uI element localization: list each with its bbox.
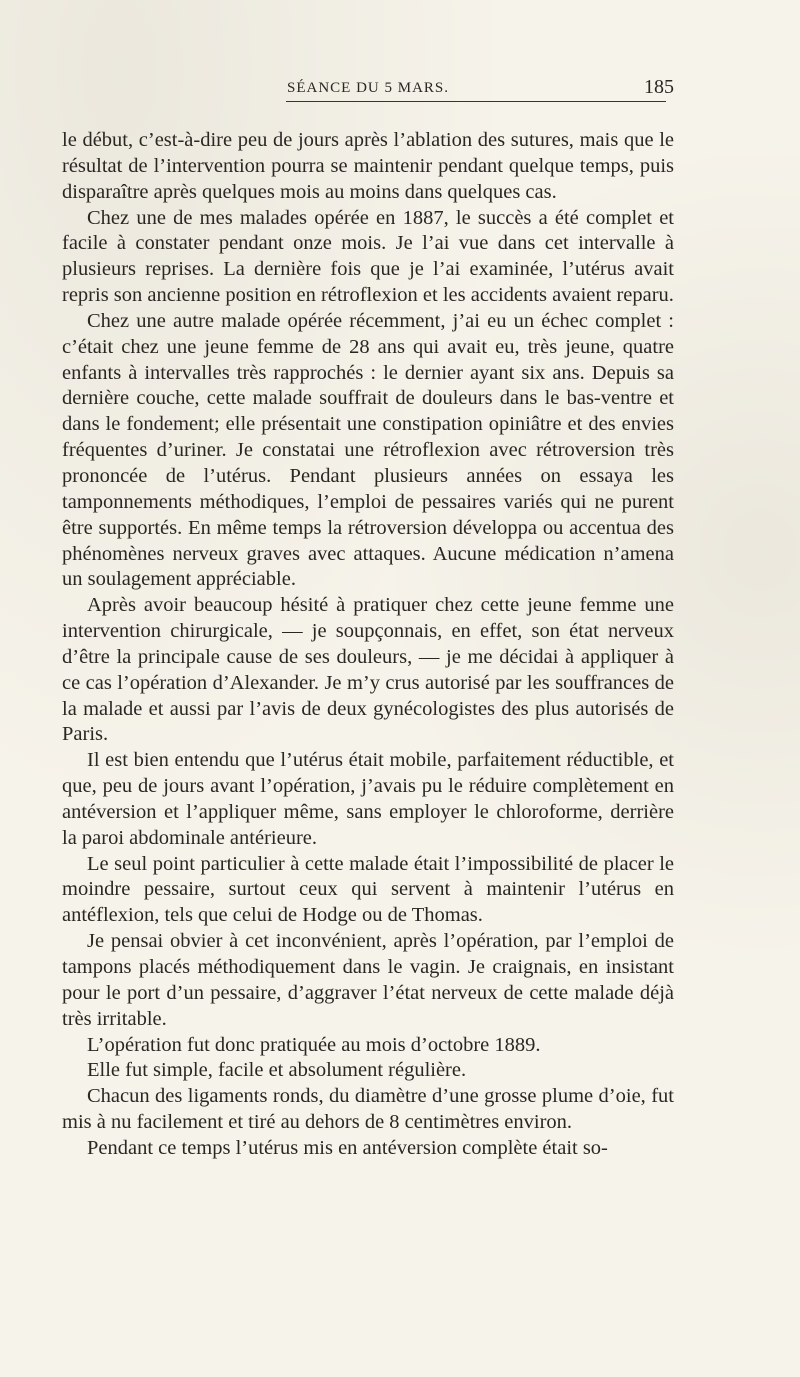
paragraph: Le seul point particulier à cette malade était l’impossibilité de placer le moindre pessaire, surtout ceux qui servent à maintenir l’utérus en antéflexion, tels que celui de Hodge ou de Thomas. [62, 852, 674, 927]
paragraph: Chez une de mes malades opérée en 1887, le succès a été complet et facile à constater pendant onze mois. Je l’ai vue dans cet intervalle à plusieurs reprises. La dernière fois que je l’ai examinée, l’utérus avait repris son ancienne position en rétroflexion et les accidents avaient reparu. [62, 206, 674, 307]
paragraph: Chez une autre malade opérée récemment, j’ai eu un échec complet : c’était chez une jeune femme de 28 ans qui avait eu, très jeune, quatre enfants à intervalles très rapprochés : le dernier ayant six ans. Depuis sa dernière couche, cette malade souffrait de douleurs dans le bas-ventre et dans le fondement; elle présentait une constipation opiniâtre et des envies fréquentes d’uriner. Je constatai une rétroflexion avec rétroversion très prononcée de l’utérus. Pendant plusieurs années on essaya les tamponnements méthodiques, l’emploi de pessaires variés qui ne purent être supportés. En même temps la rétroversion développa ou accentua des phénomènes nerveux graves avec attaques. Aucune médication n’amena un soulagement appréciable. [62, 309, 674, 591]
page-header [62, 76, 674, 102]
paragraph: L’opération fut donc pratiquée au mois d’octobre 1889. [87, 1033, 541, 1056]
page-number: 185 [644, 76, 674, 98]
paragraph: Elle fut simple, facile et absolument régulière. [87, 1059, 467, 1082]
paragraph: Après avoir beaucoup hésité à pratiquer chez cette jeune femme une intervention chirurgicale, — je soupçonnais, en effet, son état nerveux d’être la principale cause de ses douleurs, — je me décidai à appliquer à ce cas l’opération d’Alexander. Je m’y crus autorisé par les souffrances de la malade et aussi par l’avis de deux gynécologistes des plus autorisés de Paris. [62, 594, 674, 746]
paragraph: Chacun des ligaments ronds, du diamètre d’une grosse plume d’oie, fut mis à nu facilement et tiré au dehors de 8 centimètres environ. [62, 1085, 674, 1134]
running-head: SÉANCE DU 5 MARS. [286, 80, 450, 96]
paragraph-continuation: le début, c’est-à-dire peu de jours après l’ablation des sutures, mais que le résultat de l’intervention pourra se maintenir pendant quelque temps, puis disparaître après quelques mois au moins dans quelques cas. [62, 129, 674, 203]
paragraph: Il est bien entendu que l’utérus était mobile, parfaitement réductible, et que, peu de jours avant l’opération, j’avais pu le réduire complètement en antéversion et l’appliquer même, sans employer le chloroforme, derrière la paroi abdominale antérieure. [62, 749, 674, 849]
paragraph-last: Pendant ce temps l’utérus mis en antéversion complète était so- [87, 1136, 608, 1159]
header-rule [286, 101, 666, 102]
paragraph: Je pensai obvier à cet inconvénient, après l’opération, par l’emploi de tampons placés méthodiquement dans le vagin. Je craignais, en insistant pour le port d’un pessaire, d’aggraver l’état nerveux de cette malade déjà très irritable. [62, 930, 674, 1030]
body-text [62, 128, 674, 1162]
